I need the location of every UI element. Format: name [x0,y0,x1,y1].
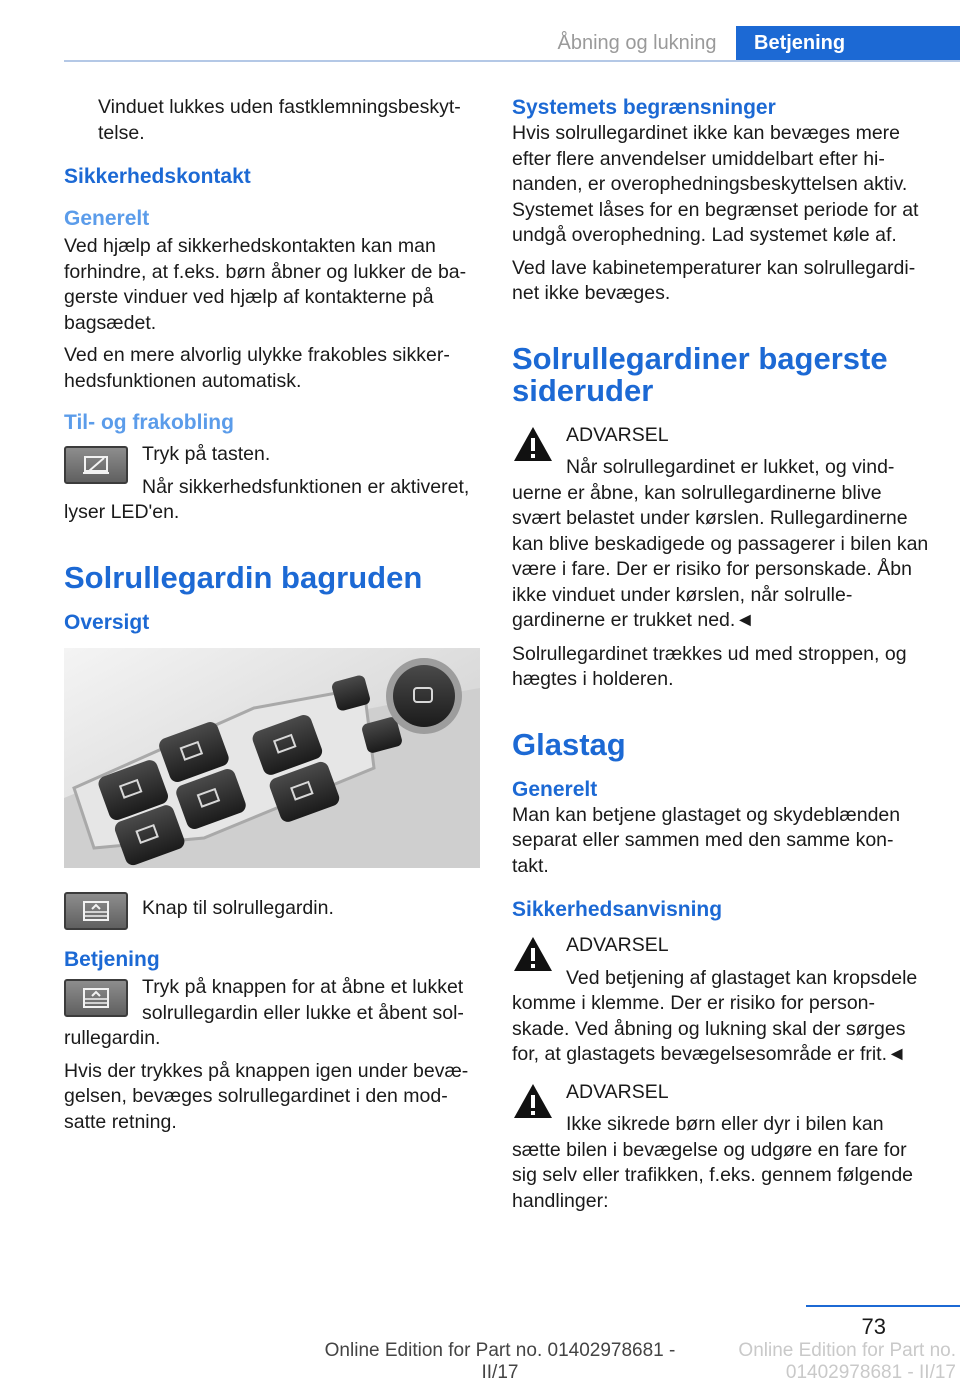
side-warning-text: Når solrullegardinet er lukket, og vind-uerne er åbne, kan solrullegardinerne blive svært belastet under kørslen. Rullegardinerne kan blive beskadigede og passagerer i bilen kan være i fare. Der er risiko for personskade. Åbn ikke vinduet under kørslen, når solrulle-gardinerne er trukket ned.◄ [512,456,929,631]
blind-button-row [64,888,482,922]
header-section-tab: Åbning og lukning [557,32,717,54]
warning-triangle-icon [512,935,554,973]
warning-block-3 [512,1080,930,1215]
operation-paragraph-2: Hvis der trykkes på knappen igen under bevæ-gelsen, bevæges solrullegardinet i den mod-satte retning. [64,1059,469,1133]
glass-general-heading: Generelt [512,777,598,801]
warning-label-2: ADVARSEL [566,934,669,956]
warning-label: ADVARSEL [566,423,669,446]
door-switch-panel-image [64,648,480,868]
toggle-row [64,442,482,526]
general-paragraph-1: Ved hjælp af sikkerhedskontakten kan man forhindre, at f.eks. børn åbner og lukker de ba-gerste vinduer ved hjælp af kontakterne på bagsædet. [64,235,467,334]
safety-heading: Sikkerhedsanvisning [512,898,723,921]
side-paragraph-1: Solrullegardinet trækkes ud med stroppen, og hægtes i holderen. [512,642,907,690]
watermark: Online Edition for Part no. 01402978681 - II/17 [738,1340,956,1383]
side-warning-block [512,423,930,634]
toggle-paragraph-1: Tryk på tasten. [142,443,271,465]
footer-rule [806,1305,960,1307]
limits-heading: Systemets begrænsninger [512,96,776,119]
edition-note: Online Edition for Part no. 01402978681 - II/17 [324,1340,676,1383]
safety-switch-heading: Sikkerhedskontakt [64,165,251,188]
warning-block-2 [512,933,930,1068]
warning-text-2: Ved betjening af glastaget kan kropsdele komme i klemme. Der er risiko for person-skade. Ved åbning og lukning skal der sørges for, at glastagets bevægelsesområde er frit.◄ [512,966,918,1065]
warning-triangle-icon [512,1082,554,1120]
operation-paragraph-1: Tryk på knappen for at åbne et lukket solrullegardin eller lukke et åbent sol-rullegardin. [64,976,464,1049]
glass-general-paragraph-1: Man kan betjene glastaget og skydeblænden separat eller sammen med den samme kon-takt. [512,803,901,877]
toggle-heading: Til- og frakobling [64,411,234,434]
page-number: 73 [861,1314,886,1339]
operation-heading: Betjening [64,948,160,971]
blind-button-caption: Knap til solrullegardin. [142,896,334,919]
general-paragraph-2: Ved en mere alvorlig ulykke frakobles sikker-hedsfunktionen automatisk. [64,344,450,392]
window-lock-icon [64,446,128,484]
rear-blind-heading: Solrullegardin bagruden [64,559,423,595]
toggle-paragraph-2: Når sikkerhedsfunktionen er aktiveret, lyser LED'en. [64,475,470,523]
warning-triangle-icon [512,425,554,463]
glass-roof-heading: Glastag [512,726,626,762]
limits-paragraph-2: Ved lave kabinetemperaturer kan solrullegardi-net ikke bevæges. [512,256,916,304]
right-column [512,95,930,1221]
limits-paragraph-1: Hvis solrullegardinet ikke kan bevæges mere efter flere anvendelser umiddelbart efter hi-nanden, er overophedningsbeskyttelsen aktiv. Systemet låses for en begrænset periode for at undgå overophedning. Lad systemet køle af. [512,122,919,246]
operation-row [64,975,482,1052]
left-column [64,95,482,1142]
overview-heading: Oversigt [64,610,150,634]
warning-label-3: ADVARSEL [566,1080,669,1103]
sunblind-icon [64,979,128,1017]
header-chapter-tab: Betjening [736,26,960,62]
side-blinds-heading: Solrullegardiner bagerste sideruder [512,340,888,408]
header-rule [64,60,960,62]
warning-text-3: Ikke sikrede børn eller dyr i bilen kan sætte bilen i bevægelse og udgøre en fare for sig selv eller trafikken, f.eks. gennem følgende handlinger: [512,1113,914,1212]
intro-text: Vinduet lukkes uden fastklemningsbeskyt-telse. [98,96,461,144]
general-heading: Generelt [64,207,150,230]
sunblind-icon [64,892,128,930]
